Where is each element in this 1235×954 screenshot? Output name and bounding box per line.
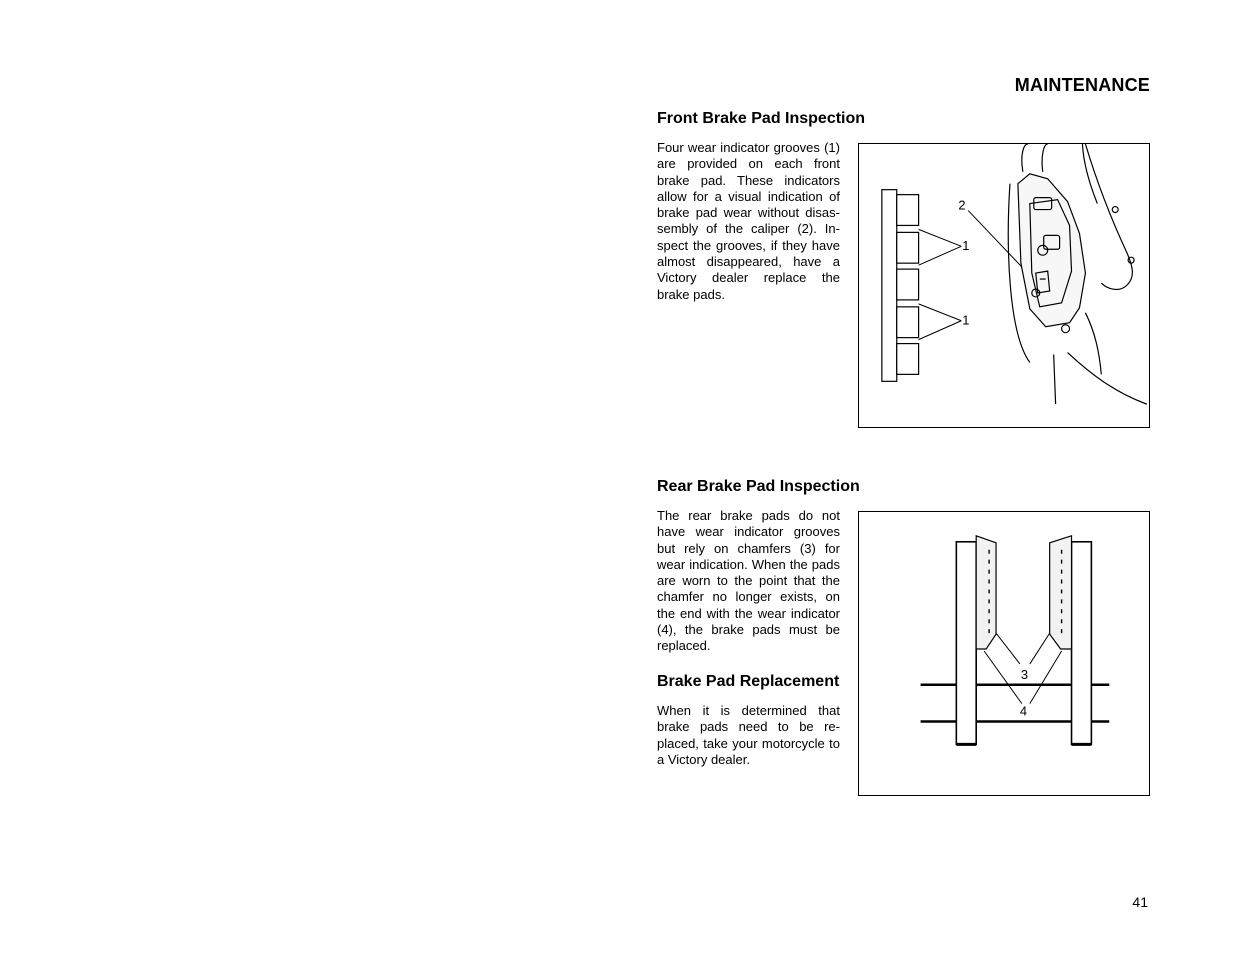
rear-brake-pad-text: The rear brake pads do not have wear indicator grooves but rely on chamfers (3) for wear indication. When the pads are worn to the point that the chamfer no longer exists, on the end with the wear indicator (4), the brake pads must be replaced. [657,508,840,654]
rear-brake-pad-heading: Rear Brake Pad Inspection [657,478,860,495]
page-number: 41 [1132,894,1148,910]
caliper-callout: 2 [958,197,966,213]
front-brake-caliper-illustration [859,144,1149,427]
front-brake-pad-heading: Front Brake Pad Inspection [657,110,866,127]
rear-brake-pad-figure [858,511,1150,796]
rear-brake-pad-illustration [859,512,1149,795]
chamfer-callout: 3 [1020,666,1029,682]
groove-callout-top: 1 [962,238,970,254]
caliper-sketch [1008,144,1147,404]
rear-pads [976,536,1071,649]
wear-indicator-callout: 4 [1019,703,1028,719]
front-brake-pad-figure [858,143,1150,428]
page-header: MAINTENANCE [1014,75,1150,95]
brake-pad-side-view [882,190,919,382]
brake-pad-replacement-text: When it is determined that brake pads need to be replaced, take your motorcycle to a Victory dealer. [657,703,840,767]
brake-pad-replacement-heading: Brake Pad Replacement [657,673,840,690]
groove-callout-bottom: 1 [962,312,970,328]
front-brake-pad-text: Four wear indicator grooves (1) are provided on each front brake pad. These indicators allow for a visual indication of brake pad wear without disassembly of the caliper (2). Inspect the grooves, if they have almost disappeared, have a Victory dealer replace the brake pads. [657,140,840,302]
